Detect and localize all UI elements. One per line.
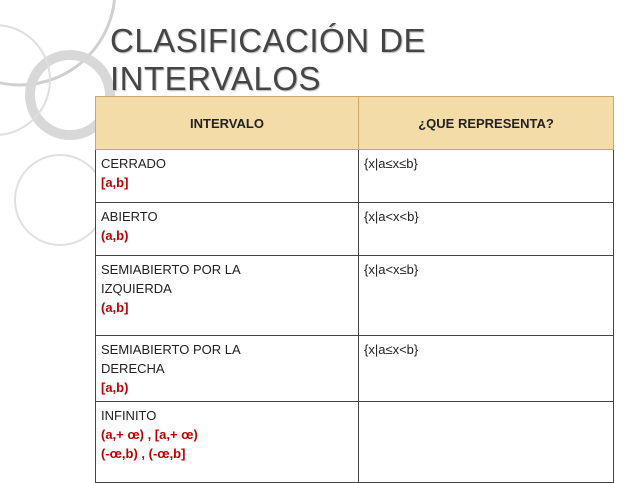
interval-notation: [a,b] xyxy=(101,175,129,190)
page-title xyxy=(110,22,610,98)
interval-name: IZQUIERDA xyxy=(101,281,172,296)
table-header-row xyxy=(96,97,614,150)
represents-cell: {x|a≤x<b} xyxy=(359,336,614,402)
interval-notation: [a,b) xyxy=(101,380,129,395)
interval-name: SEMIABIERTO POR LA xyxy=(101,342,241,357)
interval-notation: (a,b] xyxy=(101,300,129,315)
table-row xyxy=(96,256,614,336)
table-row xyxy=(96,402,614,483)
interval-notation: (-œ,b) , (-œ,b] xyxy=(101,446,186,461)
interval-cell xyxy=(96,256,359,336)
represents-cell: {x|a≤x≤b} xyxy=(359,150,614,203)
title-line-2: INTERVALOS xyxy=(110,60,322,97)
interval-cell xyxy=(96,203,359,256)
deco-circle-low xyxy=(15,155,105,245)
table-row xyxy=(96,203,614,256)
interval-name: ABIERTO xyxy=(101,209,158,224)
interval-table xyxy=(95,96,614,483)
represents-cell: {x|a<x<b} xyxy=(359,203,614,256)
interval-name: INFINITO xyxy=(101,408,157,423)
header-intervalo: INTERVALO xyxy=(96,97,359,150)
interval-notation: (a,+ œ) , [a,+ œ) xyxy=(101,427,198,442)
interval-name: CERRADO xyxy=(101,156,167,171)
interval-name: DERECHA xyxy=(101,361,165,376)
table-row xyxy=(96,336,614,402)
table-row xyxy=(96,150,614,203)
interval-name: SEMIABIERTO POR LA xyxy=(101,262,241,277)
interval-cell xyxy=(96,336,359,402)
interval-cell xyxy=(96,402,359,483)
header-que-representa: ¿QUE REPRESENTA? xyxy=(359,97,614,150)
title-line-1: CLASIFICACIÓN DE xyxy=(110,22,427,59)
represents-cell: {x|a<x≤b} xyxy=(359,256,614,336)
interval-cell xyxy=(96,150,359,203)
interval-notation: (a,b) xyxy=(101,228,129,243)
represents-cell xyxy=(359,402,614,483)
